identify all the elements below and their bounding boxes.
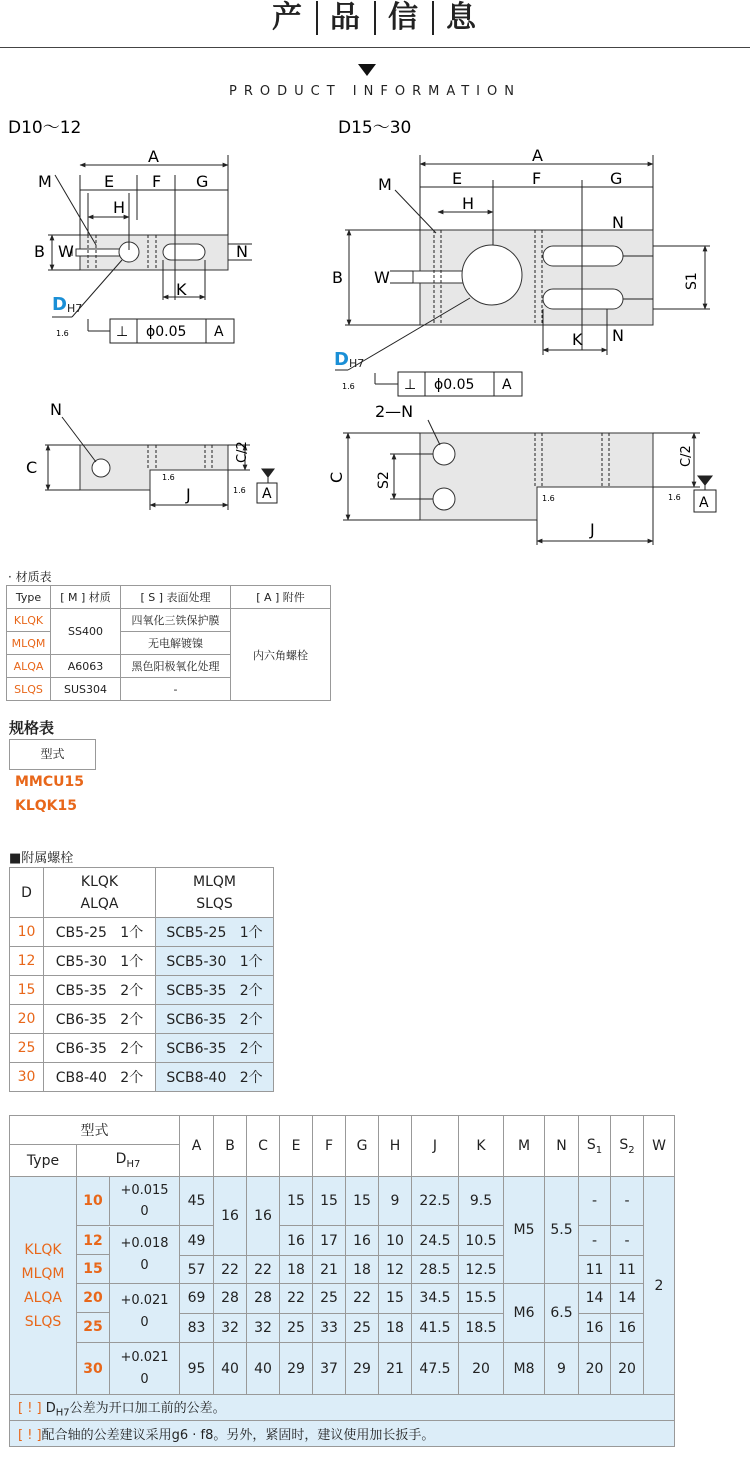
dim-label: S2 — [376, 471, 392, 489]
d-cell: 12 — [10, 947, 44, 976]
note-row: [ ! ]配合轴的公差建议采用g6 · f8。另外，紧固时，建议使用加长扳手。 — [10, 1421, 675, 1447]
d-cell: 25 — [10, 1034, 44, 1063]
dim-label: F — [152, 172, 162, 191]
value-cell: - — [611, 1177, 644, 1226]
value-cell: 14 — [611, 1284, 644, 1314]
value-cell: 22.5 — [412, 1177, 459, 1226]
value-cell: 9 — [545, 1343, 579, 1395]
value-cell: 16 — [611, 1313, 644, 1343]
value-cell: M5 — [504, 1177, 545, 1284]
roughness-value: 1.6 — [162, 473, 175, 482]
drawing-left-title: D10～12 — [8, 118, 82, 138]
spec-title: 规格表 — [9, 719, 55, 737]
col-header: MLQM SLQS — [156, 868, 274, 918]
value-cell: 9.5 — [459, 1177, 504, 1226]
technical-drawing — [0, 105, 750, 555]
value-cell: 69 — [180, 1284, 214, 1314]
example-code: MMCU15 — [15, 774, 84, 790]
value-cell: 14 — [579, 1284, 611, 1314]
title-char: 信 — [374, 1, 432, 35]
dim-label: S1 — [684, 272, 700, 290]
dim-label: N — [612, 326, 624, 345]
dim-label: N — [236, 242, 248, 261]
type-cell: SLQS — [7, 678, 51, 701]
value-cell: 32 — [214, 1313, 247, 1343]
value-cell: 18 — [280, 1256, 313, 1284]
dim-label: 2—N — [375, 402, 414, 421]
value-cell: - — [579, 1226, 611, 1256]
dim-label: C/2 — [679, 445, 694, 467]
value-cell: 24.5 — [412, 1226, 459, 1256]
col-header: N — [545, 1116, 579, 1177]
bolt-caption: ■附属螺栓 — [9, 851, 74, 866]
value-cell: 40 — [247, 1343, 280, 1395]
col-header: Type — [7, 586, 51, 609]
roughness-value: 1.6 — [233, 486, 246, 495]
value-cell: M6 — [504, 1284, 545, 1343]
tolerance-value: ϕ0.05 — [434, 377, 475, 393]
note-row: [ ! ] $D_{H7}$公差为开口加工前的公差。 — [10, 1395, 675, 1421]
dim-label: F — [532, 169, 542, 188]
value-cell: 16 — [214, 1177, 247, 1256]
value-cell: 11 — [611, 1256, 644, 1284]
value-cell: 15.5 — [459, 1284, 504, 1314]
value-cell: 28.5 — [412, 1256, 459, 1284]
value-cell: 12.5 — [459, 1256, 504, 1284]
dim-label: A — [532, 146, 543, 165]
roughness-value: 1.6 — [342, 382, 355, 391]
col-header: A — [180, 1116, 214, 1177]
value-cell: 16 — [280, 1226, 313, 1256]
type-list: KLQK MLQM ALQA SLQS — [10, 1177, 77, 1395]
col-header: E — [280, 1116, 313, 1177]
dim-label: H — [462, 194, 475, 213]
surface-cell: 四氧化三铁保护膜 — [121, 609, 231, 632]
value-cell: 22 — [214, 1256, 247, 1284]
perpendicularity-symbol: ⊥ — [404, 377, 417, 393]
surface-cell: - — [121, 678, 231, 701]
value-cell: 16 — [247, 1177, 280, 1256]
bolt-cell: CB5-25 1个 — [44, 918, 156, 947]
bolt-cell: CB6-35 2个 — [44, 1005, 156, 1034]
dim-label: C — [26, 458, 38, 477]
roughness-value: 1.6 — [668, 493, 681, 502]
value-cell: 15 — [280, 1177, 313, 1226]
value-cell: 32 — [247, 1313, 280, 1343]
value-cell: 40 — [214, 1343, 247, 1395]
bolt-cell: SCB5-30 1个 — [156, 947, 274, 976]
value-cell: 28 — [214, 1284, 247, 1314]
dim-label: C — [327, 471, 346, 483]
value-cell: 49 — [180, 1226, 214, 1256]
value-cell: M8 — [504, 1343, 545, 1395]
value-cell: 29 — [346, 1343, 379, 1395]
value-cell: 15 — [379, 1284, 412, 1314]
col-header: C — [247, 1116, 280, 1177]
roughness-value: 1.6 — [542, 494, 555, 503]
bolt-cell: SCB6-35 2个 — [156, 1034, 274, 1063]
value-cell: 25 — [313, 1284, 346, 1314]
dim-label: N — [50, 400, 62, 419]
bolt-cell: SCB5-35 2个 — [156, 976, 274, 1005]
dim-label: A — [148, 147, 159, 166]
header-divider — [0, 47, 750, 48]
value-cell: 83 — [180, 1313, 214, 1343]
value-cell: 18 — [379, 1313, 412, 1343]
material-table — [6, 585, 331, 701]
dim-label: J — [186, 485, 191, 504]
value-cell: 28 — [247, 1284, 280, 1314]
col-header: [ A ] 附件 — [231, 586, 331, 609]
d-cell: 20 — [10, 1005, 44, 1034]
value-cell: 17 — [313, 1226, 346, 1256]
dim-label: K — [572, 330, 583, 349]
col-header: $S_2$ — [611, 1116, 644, 1177]
value-cell: - — [611, 1226, 644, 1256]
d-tol-cell: 20 25 +0.021 0 — [77, 1284, 180, 1343]
value-cell: - — [579, 1177, 611, 1226]
value-cell: 20 — [459, 1343, 504, 1395]
d-cell: 10 — [10, 918, 44, 947]
value-cell: 11 — [579, 1256, 611, 1284]
value-cell: 25 — [346, 1313, 379, 1343]
datum-label: A — [699, 495, 709, 511]
bolt-cell: CB8-40 2个 — [44, 1063, 156, 1092]
value-cell: 16 — [579, 1313, 611, 1343]
tolerance-value: ϕ0.05 — [146, 324, 187, 340]
value-cell: 5.5 — [545, 1177, 579, 1284]
col-header: [ S ] 表面处理 — [121, 586, 231, 609]
dim-label: G — [196, 172, 209, 191]
col-header: B — [214, 1116, 247, 1177]
dim-label: J — [590, 520, 595, 539]
dim-label: M — [378, 175, 392, 194]
material-cell: SS400 — [51, 609, 121, 655]
example-code: KLQK15 — [15, 798, 78, 814]
dim-label: H — [113, 198, 126, 217]
col-header: [ M ] 材质 — [51, 586, 121, 609]
bolt-cell: CB5-35 2个 — [44, 976, 156, 1005]
col-header: G — [346, 1116, 379, 1177]
value-cell: 22 — [280, 1284, 313, 1314]
model-label-box: 型式 — [9, 739, 96, 770]
col-header: $S_1$ — [579, 1116, 611, 1177]
value-cell: 16 — [346, 1226, 379, 1256]
value-cell: 45 — [180, 1177, 214, 1226]
value-cell: 10 — [379, 1226, 412, 1256]
d-h7-symbol: DH7 — [334, 349, 365, 370]
col-header: W — [644, 1116, 675, 1177]
value-cell: 21 — [379, 1343, 412, 1395]
datum-label: A — [214, 324, 224, 340]
value-cell: 15 — [313, 1177, 346, 1226]
surface-cell: 无电解镀镍 — [121, 632, 231, 655]
value-cell: 20 — [579, 1343, 611, 1395]
value-cell: 29 — [280, 1343, 313, 1395]
bolt-table — [9, 867, 274, 1092]
dim-label: C/2 — [235, 441, 250, 463]
col-header: $D_{H7}$ — [77, 1145, 180, 1177]
value-cell: 10.5 — [459, 1226, 504, 1256]
col-header: H — [379, 1116, 412, 1177]
value-cell: 20 — [611, 1343, 644, 1395]
col-header: 型式 — [10, 1116, 180, 1145]
col-header: D — [10, 868, 44, 918]
value-cell: 33 — [313, 1313, 346, 1343]
bolt-cell: SCB6-35 2个 — [156, 1005, 274, 1034]
value-cell: 37 — [313, 1343, 346, 1395]
col-header: M — [504, 1116, 545, 1177]
dim-label: W — [58, 242, 74, 261]
col-header: Type — [10, 1145, 77, 1177]
dim-label: E — [104, 172, 115, 191]
dim-label: B — [34, 242, 45, 261]
dim-label: M — [38, 172, 52, 191]
value-cell: 15 — [346, 1177, 379, 1226]
value-cell: 21 — [313, 1256, 346, 1284]
accessory-cell: 内六角螺栓 — [231, 609, 331, 701]
value-cell: 25 — [280, 1313, 313, 1343]
material-cell: SUS304 — [51, 678, 121, 701]
value-cell: 57 — [180, 1256, 214, 1284]
datum-label: A — [502, 377, 512, 393]
triangle-down-icon — [358, 64, 376, 76]
col-header: K — [459, 1116, 504, 1177]
bolt-cell: SCB5-25 1个 — [156, 918, 274, 947]
value-cell: 18.5 — [459, 1313, 504, 1343]
dim-label: E — [452, 169, 463, 188]
page-title — [0, 0, 750, 35]
d-cell: 15 — [10, 976, 44, 1005]
title-char: 息 — [432, 1, 490, 35]
value-cell: 22 — [346, 1284, 379, 1314]
d-cell: 30 — [10, 1063, 44, 1092]
value-cell: 18 — [346, 1256, 379, 1284]
bolt-cell: SCB8-40 2个 — [156, 1063, 274, 1092]
dim-label: K — [176, 280, 187, 299]
value-cell: 22 — [247, 1256, 280, 1284]
d-tol-cell: 30 +0.021 0 — [77, 1343, 180, 1395]
title-char: 产 — [272, 0, 304, 35]
col-header: F — [313, 1116, 346, 1177]
value-cell: 47.5 — [412, 1343, 459, 1395]
value-cell: 95 — [180, 1343, 214, 1395]
value-cell: 12 — [379, 1256, 412, 1284]
col-header: KLQK ALQA — [44, 868, 156, 918]
perpendicularity-symbol: ⊥ — [116, 324, 129, 340]
datum-label: A — [262, 486, 272, 502]
d-h7-symbol: DH7 — [52, 294, 83, 315]
bolt-cell: CB6-35 2个 — [44, 1034, 156, 1063]
value-cell: 6.5 — [545, 1284, 579, 1343]
dim-label: B — [332, 268, 343, 287]
type-cell: ALQA — [7, 655, 51, 678]
d-tol-cell: 12 15 +0.018 0 — [77, 1226, 180, 1284]
col-header: J — [412, 1116, 459, 1177]
title-char: 品 — [316, 1, 374, 35]
page-subtitle: PRODUCT INFORMATION — [229, 84, 521, 99]
dim-label: W — [374, 268, 390, 287]
right-front-view — [343, 420, 716, 545]
dim-label: N — [612, 213, 624, 232]
value-cell: 41.5 — [412, 1313, 459, 1343]
value-cell: 2 — [644, 1177, 675, 1395]
bolt-cell: CB5-30 1个 — [44, 947, 156, 976]
value-cell: 9 — [379, 1177, 412, 1226]
drawing-right-title: D15～30 — [338, 118, 412, 138]
roughness-value: 1.6 — [56, 329, 69, 338]
type-cell: MLQM — [7, 632, 51, 655]
material-caption: · 材质表 — [8, 570, 52, 584]
spec-table — [9, 1115, 675, 1447]
dim-label: G — [610, 169, 623, 188]
surface-cell: 黑色阳极氧化处理 — [121, 655, 231, 678]
material-cell: A6063 — [51, 655, 121, 678]
type-cell: KLQK — [7, 609, 51, 632]
value-cell: 34.5 — [412, 1284, 459, 1314]
d-tol-cell: 10 +0.015 0 — [77, 1177, 180, 1226]
